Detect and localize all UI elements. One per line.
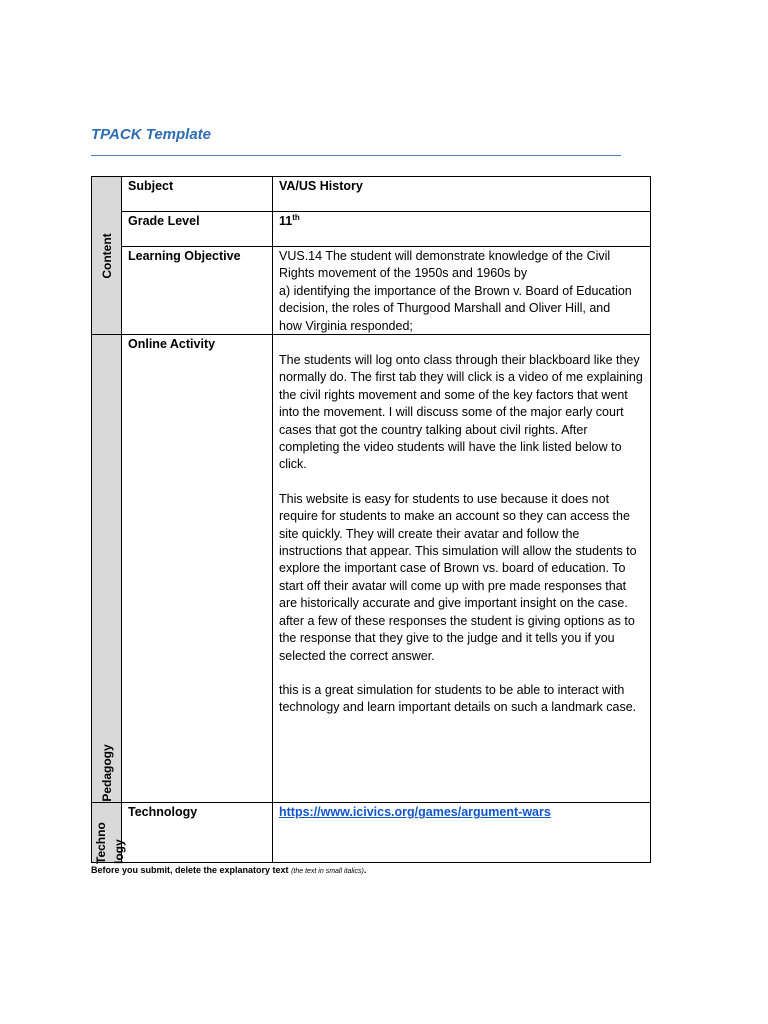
objective-line: VUS.14 The student will demonstrate knowledge of the Civil [279,249,611,263]
technology-value [272,802,651,863]
grade-suffix: th [292,212,300,222]
pedagogy-section-label [91,334,122,803]
content-section-label [91,176,122,335]
objective-text [272,246,651,335]
objective-line: Rights movement of the 1950s and 1960s by [279,266,528,281]
technology-label-text: Techno logy [93,821,126,864]
pedagogy-label-text: Pedagogy [99,744,114,802]
content-label-text: Content [99,232,114,279]
technology-label: Technology [121,802,273,863]
grade-value [272,211,651,247]
activity-paragraph: This website is easy for students to use because it does not require for students to make an account so they can access the site quickly. They will create their avatar and follow the instructions that appear. This simulation will allow the students to explore the important case of Brown vs. board of education. To start off their avatar will come up with pre made responses that are historically accurate and give important insight on the case. after a few of these responses the student is giving options as to the response that they give to the judge and it tells you if you selected the correct answer. [279,491,637,663]
footer-end: . [363,865,367,875]
objective-line: decision, the roles of Thurgood Marshall and Oliver Hill, and [279,301,611,316]
objective-label: Learning Objective [121,246,273,335]
footer-note [91,865,366,875]
subject-label: Subject [121,176,273,212]
activity-paragraph: this is a great simulation for students to be able to interact with technology and learn important details on such a landmark case. [279,682,637,715]
online-activity-label: Online Activity [121,334,273,803]
subject-value: VA/US History [272,176,651,212]
objective-line: how Virginia responded; [279,318,413,333]
objective-line: a) identifying the importance of the Brown v. Board of Education [279,283,632,298]
activity-paragraph: The students will log onto class through their blackboard like they normally do. The first tab they will click is a video of me explaining the civil rights movement and some of the key factors that went into the movement. I will discuss some of the major early court cases that got the country talking about civil rights. After completing the video students will have the link listed below to click. [279,353,643,472]
footer-main: Before you submit, delete the explanatory text [91,865,292,875]
footer-small: (the text in small italics) [291,868,364,875]
technology-section-label [91,802,126,864]
technology-link[interactable]: https://www.icivics.org/games/argument-wars [279,805,551,819]
title-divider [91,155,621,156]
online-activity-text [272,334,651,803]
grade-label: Grade Level [121,211,273,247]
grade-number: 11 [279,214,293,228]
page-title: TPACK Template [91,126,212,143]
